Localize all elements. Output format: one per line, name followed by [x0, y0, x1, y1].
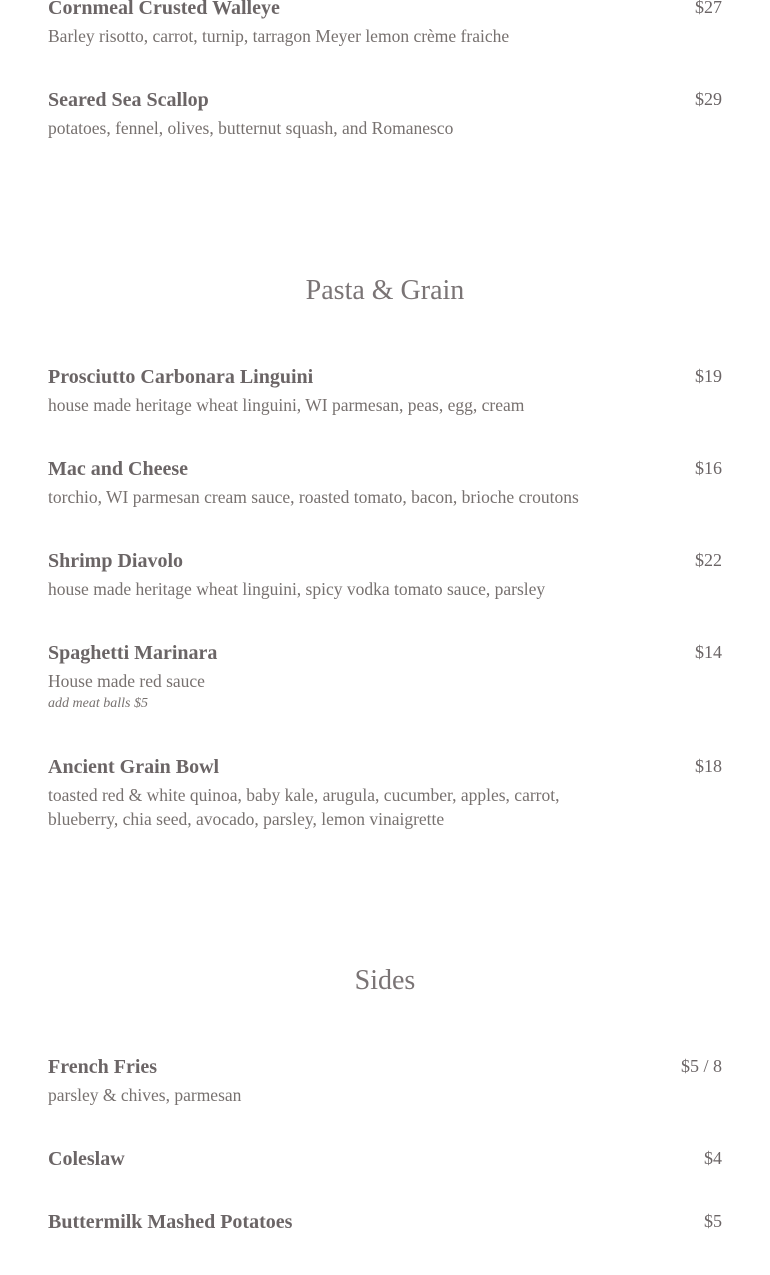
item-description: torchio, WI parmesan cream sauce, roasted tomato, bacon, brioche croutons — [48, 487, 579, 507]
section-title-sides: Sides — [354, 965, 416, 996]
item-name: Cornmeal Crusted Walleye — [48, 0, 280, 19]
item-name: Seared Sea Scallop — [48, 89, 209, 111]
item-name: French Fries — [48, 1056, 158, 1078]
section-title-pasta-grain: Pasta & Grain — [305, 275, 465, 306]
item-price: $14 — [695, 642, 722, 662]
item-price: $19 — [695, 366, 722, 386]
item-description: potatoes, fennel, olives, butternut squash, and Romanesco — [48, 118, 454, 138]
item-description: house made heritage wheat linguini, spicy vodka tomato sauce, parsley — [48, 579, 546, 599]
item-name: Spaghetti Marinara — [48, 642, 218, 664]
item-note: add meat balls $5 — [48, 696, 148, 711]
item-name: Coleslaw — [48, 1148, 125, 1170]
item-price: $16 — [695, 458, 722, 478]
item-description: house made heritage wheat linguini, WI parmesan, peas, egg, cream — [48, 395, 525, 415]
item-price: $18 — [695, 756, 722, 776]
item-price: $27 — [695, 0, 722, 17]
item-description: House made red sauce — [48, 671, 205, 691]
item-price: $5 / 8 — [680, 1056, 722, 1076]
item-description: parsley & chives, parmesan — [48, 1085, 242, 1105]
item-name: Buttermilk Mashed Potatoes — [48, 1211, 293, 1233]
item-name: Ancient Grain Bowl — [48, 756, 220, 778]
item-description: toasted red & white quinoa, baby kale, arugula, cucumber, apples, carrot, blueberry, chia seed, avocado, parsley, lemon vinaigrette — [48, 785, 560, 829]
item-name: Prosciutto Carbonara Linguini — [48, 366, 314, 388]
item-name: Shrimp Diavolo — [48, 550, 184, 572]
item-price: $29 — [695, 89, 722, 109]
item-price: $22 — [695, 550, 722, 570]
item-description: Barley risotto, carrot, turnip, tarragon Meyer lemon crème fraiche — [48, 26, 510, 46]
item-name: Mac and Cheese — [48, 458, 188, 480]
item-price: $5 — [704, 1211, 722, 1231]
item-price: $4 — [704, 1148, 722, 1168]
